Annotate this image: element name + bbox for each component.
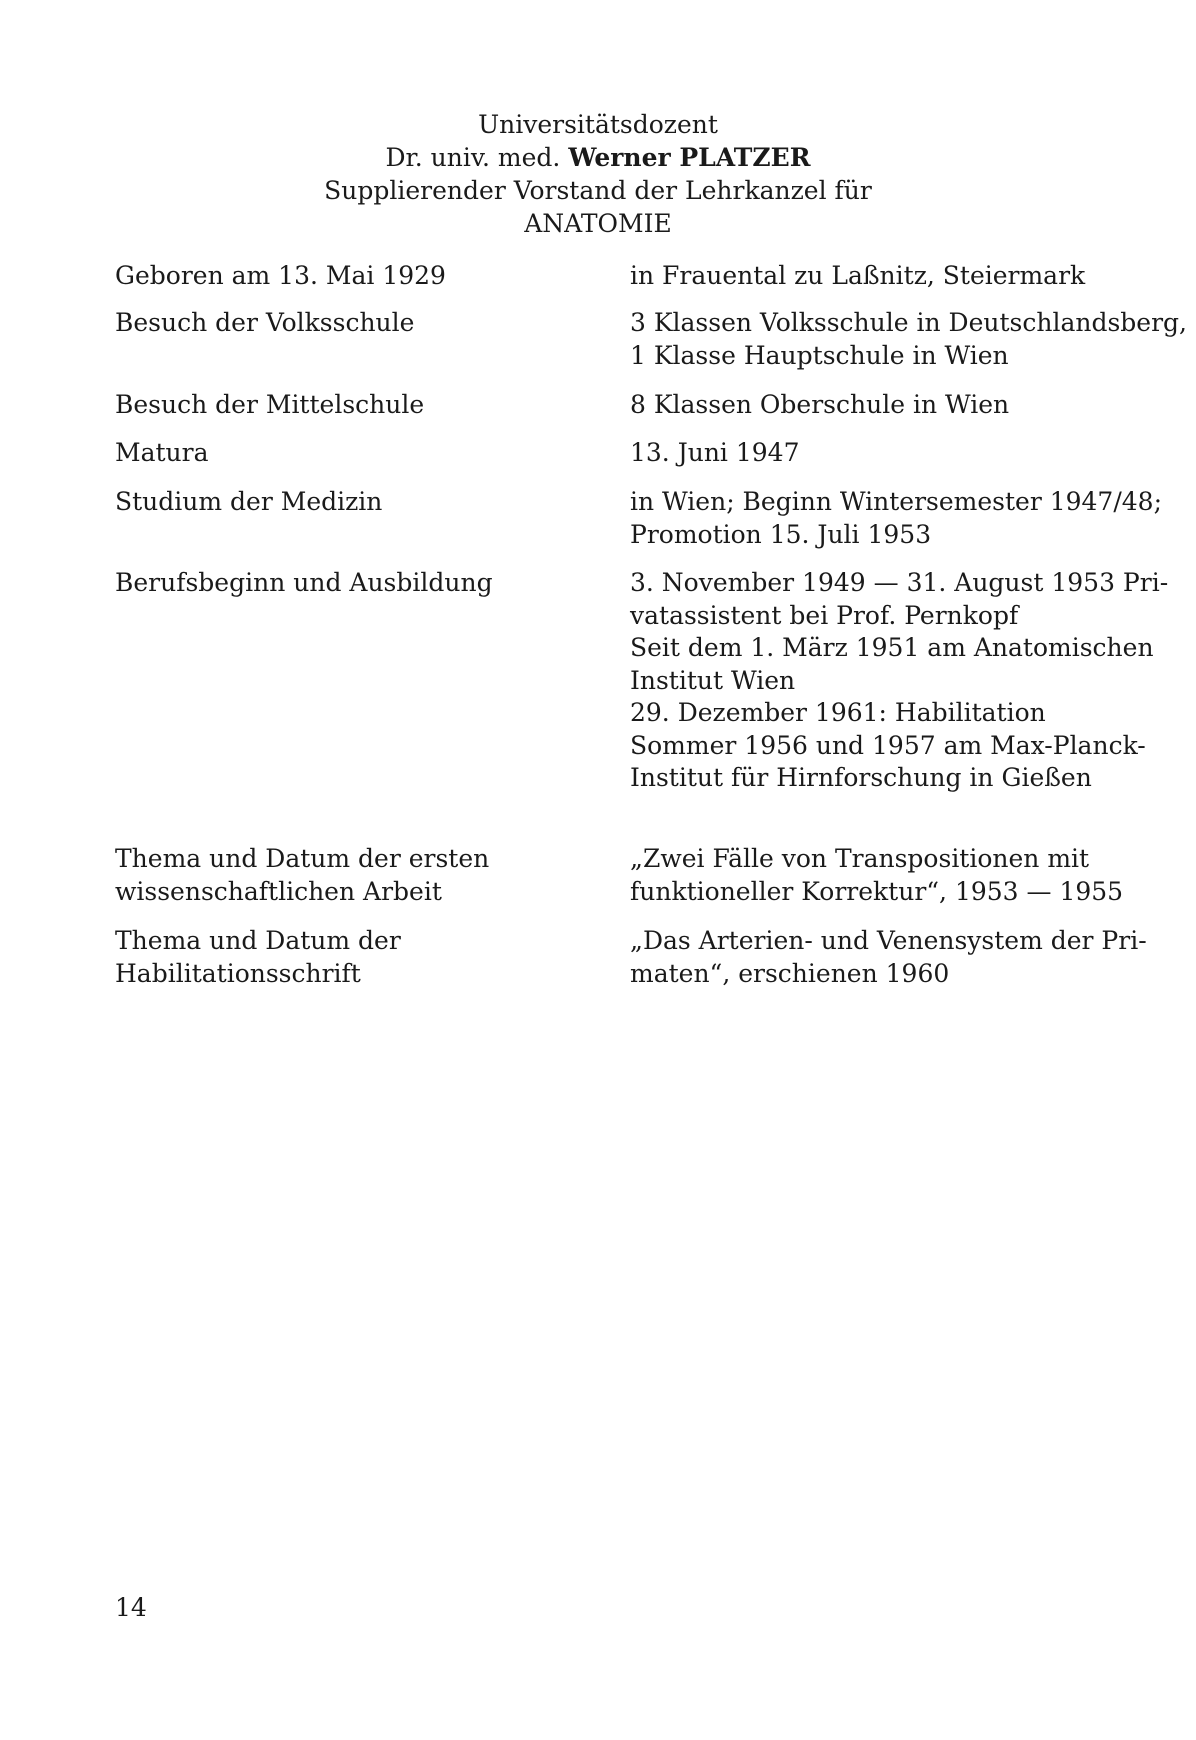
label-line: Thema und Datum der — [115, 926, 401, 955]
value-line: „Das Arterien- und Venensystem der Pri- — [630, 926, 1147, 955]
entry-label — [115, 486, 595, 519]
label-line: wissenschaftlichen Arbeit — [115, 876, 442, 906]
value-line: in Wien; Beginn Wintersemester 1947/48; — [630, 487, 1162, 516]
entry-value — [630, 567, 1169, 795]
value-line: „Zwei Fälle von Transpositionen mit — [630, 844, 1090, 873]
value-line: Institut Wien — [630, 665, 796, 695]
header-position: Supplierender Vorstand der Lehrkanzel für — [324, 176, 872, 205]
entry-value — [630, 486, 1162, 551]
value-line: in Frauental zu Laßnitz, Steiermark — [630, 261, 1086, 290]
label-line: Berufsbeginn und Ausbildung — [115, 568, 493, 597]
value-line: Sommer 1956 und 1957 am Max-Planck- — [630, 730, 1146, 760]
entry-value — [630, 389, 1110, 422]
value-line: Seit dem 1. März 1951 am Anatomischen — [630, 633, 1154, 662]
label-line: Geboren am 13. Mai 1929 — [115, 261, 446, 290]
value-line: Institut für Hirnforschung in Gießen — [630, 763, 1092, 792]
entry-label — [115, 567, 595, 600]
value-line: 8 Klassen Oberschule in Wien — [630, 390, 1010, 419]
header-title: Universitätsdozent — [478, 110, 718, 139]
entry-label — [115, 843, 595, 908]
value-line: 29. Dezember 1961: Habilitation — [630, 698, 1046, 727]
label-line: Thema und Datum der ersten — [115, 844, 490, 873]
entry-value — [630, 843, 1124, 908]
entry-value — [630, 925, 1147, 990]
entry-label — [115, 437, 595, 470]
header-degree: Dr. univ. med. — [385, 143, 569, 172]
header-person-name: Werner PLATZER — [568, 143, 811, 172]
label-line: Besuch der Mittelschule — [115, 390, 425, 419]
page-number: 14 — [115, 1593, 147, 1622]
label-line: Habilitationsschrift — [115, 958, 361, 988]
value-line: Promotion 15. Juli 1953 — [630, 519, 932, 549]
value-line: 3. November 1949 — 31. August 1953 Pri- — [630, 568, 1169, 597]
entry-label — [115, 260, 595, 293]
value-line: maten“, erschienen 1960 — [630, 958, 950, 988]
entry-label — [115, 389, 595, 422]
label-line: Studium der Medizin — [115, 487, 383, 516]
entry-label — [115, 307, 595, 340]
value-line: 13. Juni 1947 — [630, 438, 800, 467]
entry-value — [630, 260, 1110, 293]
entry-label — [115, 925, 595, 990]
value-line: funktioneller Korrektur“, 1953 — 1955 — [630, 876, 1124, 906]
label-line: Besuch der Volksschule — [115, 308, 415, 337]
value-line: 3 Klassen Volksschule in Deutschlandsberg, — [630, 308, 1187, 337]
value-line: 1 Klasse Hauptschule in Wien — [630, 340, 1009, 370]
label-line: Matura — [115, 438, 209, 467]
entry-value — [630, 307, 1187, 372]
value-line: vatassistent bei Prof. Pernkopf — [630, 600, 1019, 630]
entry-value — [630, 437, 1110, 470]
header-department: ANATOMIE — [524, 209, 672, 238]
